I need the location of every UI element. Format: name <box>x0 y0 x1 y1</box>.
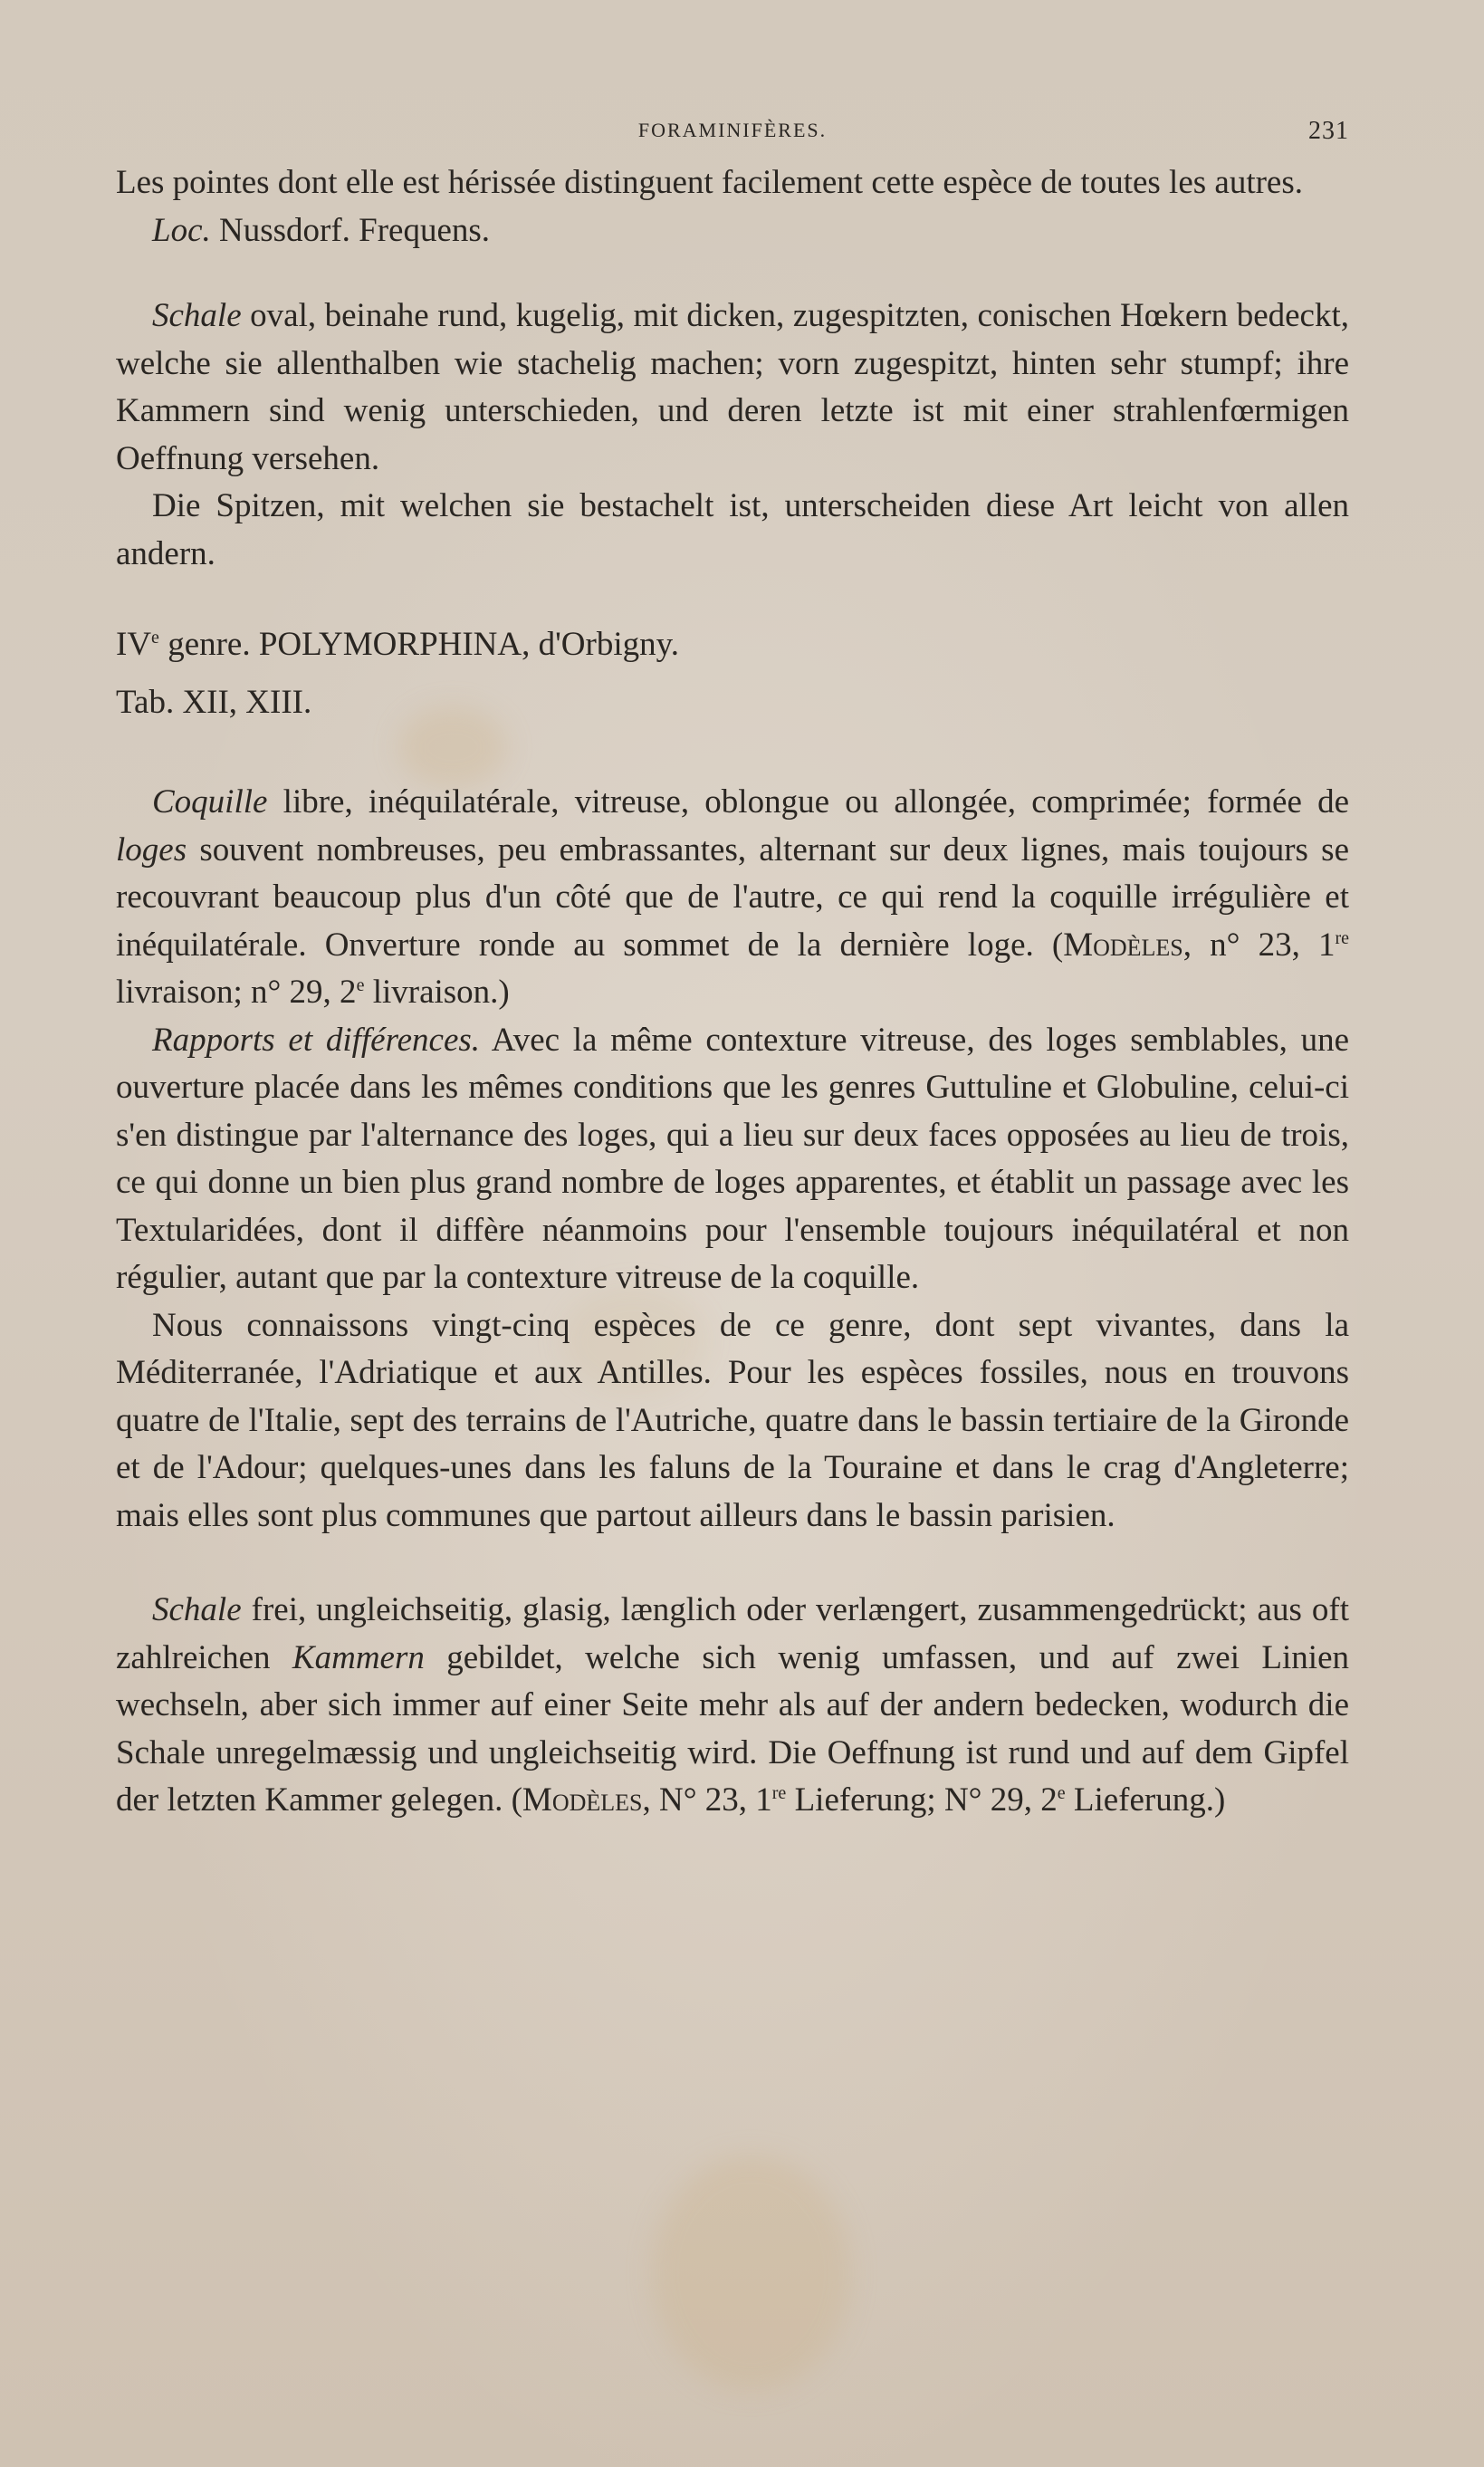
french-description-end: Les pointes dont elle est hérissée distinguent facilement cette espèce de toutes les autres. <box>116 164 1303 201</box>
genus-heading <box>116 616 1349 674</box>
german-genus-text-c: , N° 23, 1 <box>642 1781 772 1819</box>
french-genus-text-d: livraison; n° 29, 2 <box>116 974 357 1011</box>
ordinal-sup: re <box>771 1783 787 1803</box>
ordinal-sup: e <box>1057 1783 1066 1803</box>
german-species-description <box>116 293 1349 483</box>
french-term-coquille: Coquille <box>152 783 268 821</box>
german-term-kammern: Kammern <box>292 1638 425 1676</box>
french-genus-description <box>116 779 1349 1017</box>
french-genus-text-e: livraison.) <box>364 974 510 1011</box>
paper-stain <box>652 2155 851 2391</box>
modeles-ref: Modèles <box>1063 926 1183 964</box>
running-head <box>116 119 1349 155</box>
genus-plates: Tab. XII, XIII. <box>116 684 312 721</box>
ordinal-sup: re <box>1335 927 1350 948</box>
french-rapports-text: Avec la même contexture vitreuse, des loges semblables, une ouverture placée dans les mêmes conditions que les genres Guttuline et Globuline, celui-ci s'en distingue par l'alternance des loges, qui a lieu sur deux faces opposées au lieu de trois, ce qui donne un bien plus grand nombre de loges apparentes, et établit un passage avec les Textularidées, dont il diffère néanmoins pour l'ensemble toujours inéquilatéral et non régulier, autant que par la contexture vitreuse de la coquille. <box>116 1021 1349 1296</box>
locality-label: Loc. <box>152 211 211 249</box>
body-text <box>116 159 1349 1825</box>
genus-rank-superscript: e <box>151 628 159 648</box>
german-term-schale: Schale <box>152 1591 242 1628</box>
locality-text: Nussdorf. Frequens. <box>210 211 491 249</box>
german-genus-text-d: Lieferung; N° 29, 2 <box>786 1781 1058 1819</box>
german-term-schale: Schale <box>152 297 242 334</box>
french-species-count-paragraph: Nous connaissons vingt-cinq espèces de ce genre, dont sept vivantes, dans la Méditerranée, l'Adriatique et aux Antilles. Pour les espèces fossiles, nous en trouvons quatre de l'Italie, sept des terrains de l'Autriche, quatre dans le bassin tertiaire de la Gironde et de l'Adour; quelques-unes dans les faluns de la Touraine et dans le crag d'Angleterre; mais elles sont plus communes que partout ailleurs dans le bassin parisien. <box>116 1306 1349 1534</box>
french-genus-text-a: libre, inéquilatérale, vitreuse, oblongue ou allongée, comprimée; formée de <box>267 783 1349 821</box>
running-title: FORAMINIFÈRES. <box>637 119 828 141</box>
french-genus-text-b: souvent nombreuses, peu embrassantes, alternant sur deux lignes, mais toujours se recouvrant beaucoup plus d'un côté que de l'autre, ce qui rend la coquille irrégulière et inéquilatérale. Onverture ronde au sommet de la dernière loge. ( <box>116 830 1349 964</box>
german-species-text: oval, beinahe rund, kugelig, mit dicken, zugespitzten, conischen Hœkern bedeckt, welche sie allenthalben wie stachelig machen; vorn zugespitzt, hinten sehr stumpf; ihre Kammern sind wenig unterschieden, und deren letzte ist mit einer strahlenfœrmigen Oeffnung versehen. <box>116 297 1349 477</box>
ordinal-sup: e <box>356 975 365 995</box>
german-species-end: Die Spitzen, mit welchen sie bestachelt ist, unterscheiden diese Art leicht von allen andern. <box>116 487 1349 572</box>
german-genus-text-e: Lieferung.) <box>1065 1781 1226 1819</box>
genus-rank-number: IV <box>116 626 152 663</box>
locality-line <box>116 207 1349 255</box>
german-genus-text-a: frei, ungleichseitig, glasig, længlich oder verlængert, zusammengedrückt; aus oft zahlreichen <box>116 1591 1349 1676</box>
modeles-ref: Modèles <box>522 1781 643 1819</box>
genus-heading-text: genre. POLYMORPHINA, d'Orbigny. <box>158 626 679 663</box>
french-genus-text-c: , n° 23, 1 <box>1182 926 1336 964</box>
page-number: 231 <box>1308 117 1349 145</box>
french-term-rapports: Rapports et différences. <box>152 1021 481 1059</box>
german-genus-text-b: gebildet, welche sich wenig umfassen, und auf zwei Linien wechseln, aber sich immer auf einer Seite mehr als auf der andern bedecken, wodurch die Schale unregelmæssig und ungleichseitig wird. Die Oeffnung ist rund und auf dem Gipfel der letzten Kammer gelegen. ( <box>116 1638 1350 1819</box>
german-genus-description <box>116 1587 1349 1825</box>
french-term-loges: loges <box>116 830 187 869</box>
french-rapports-paragraph <box>116 1017 1349 1302</box>
